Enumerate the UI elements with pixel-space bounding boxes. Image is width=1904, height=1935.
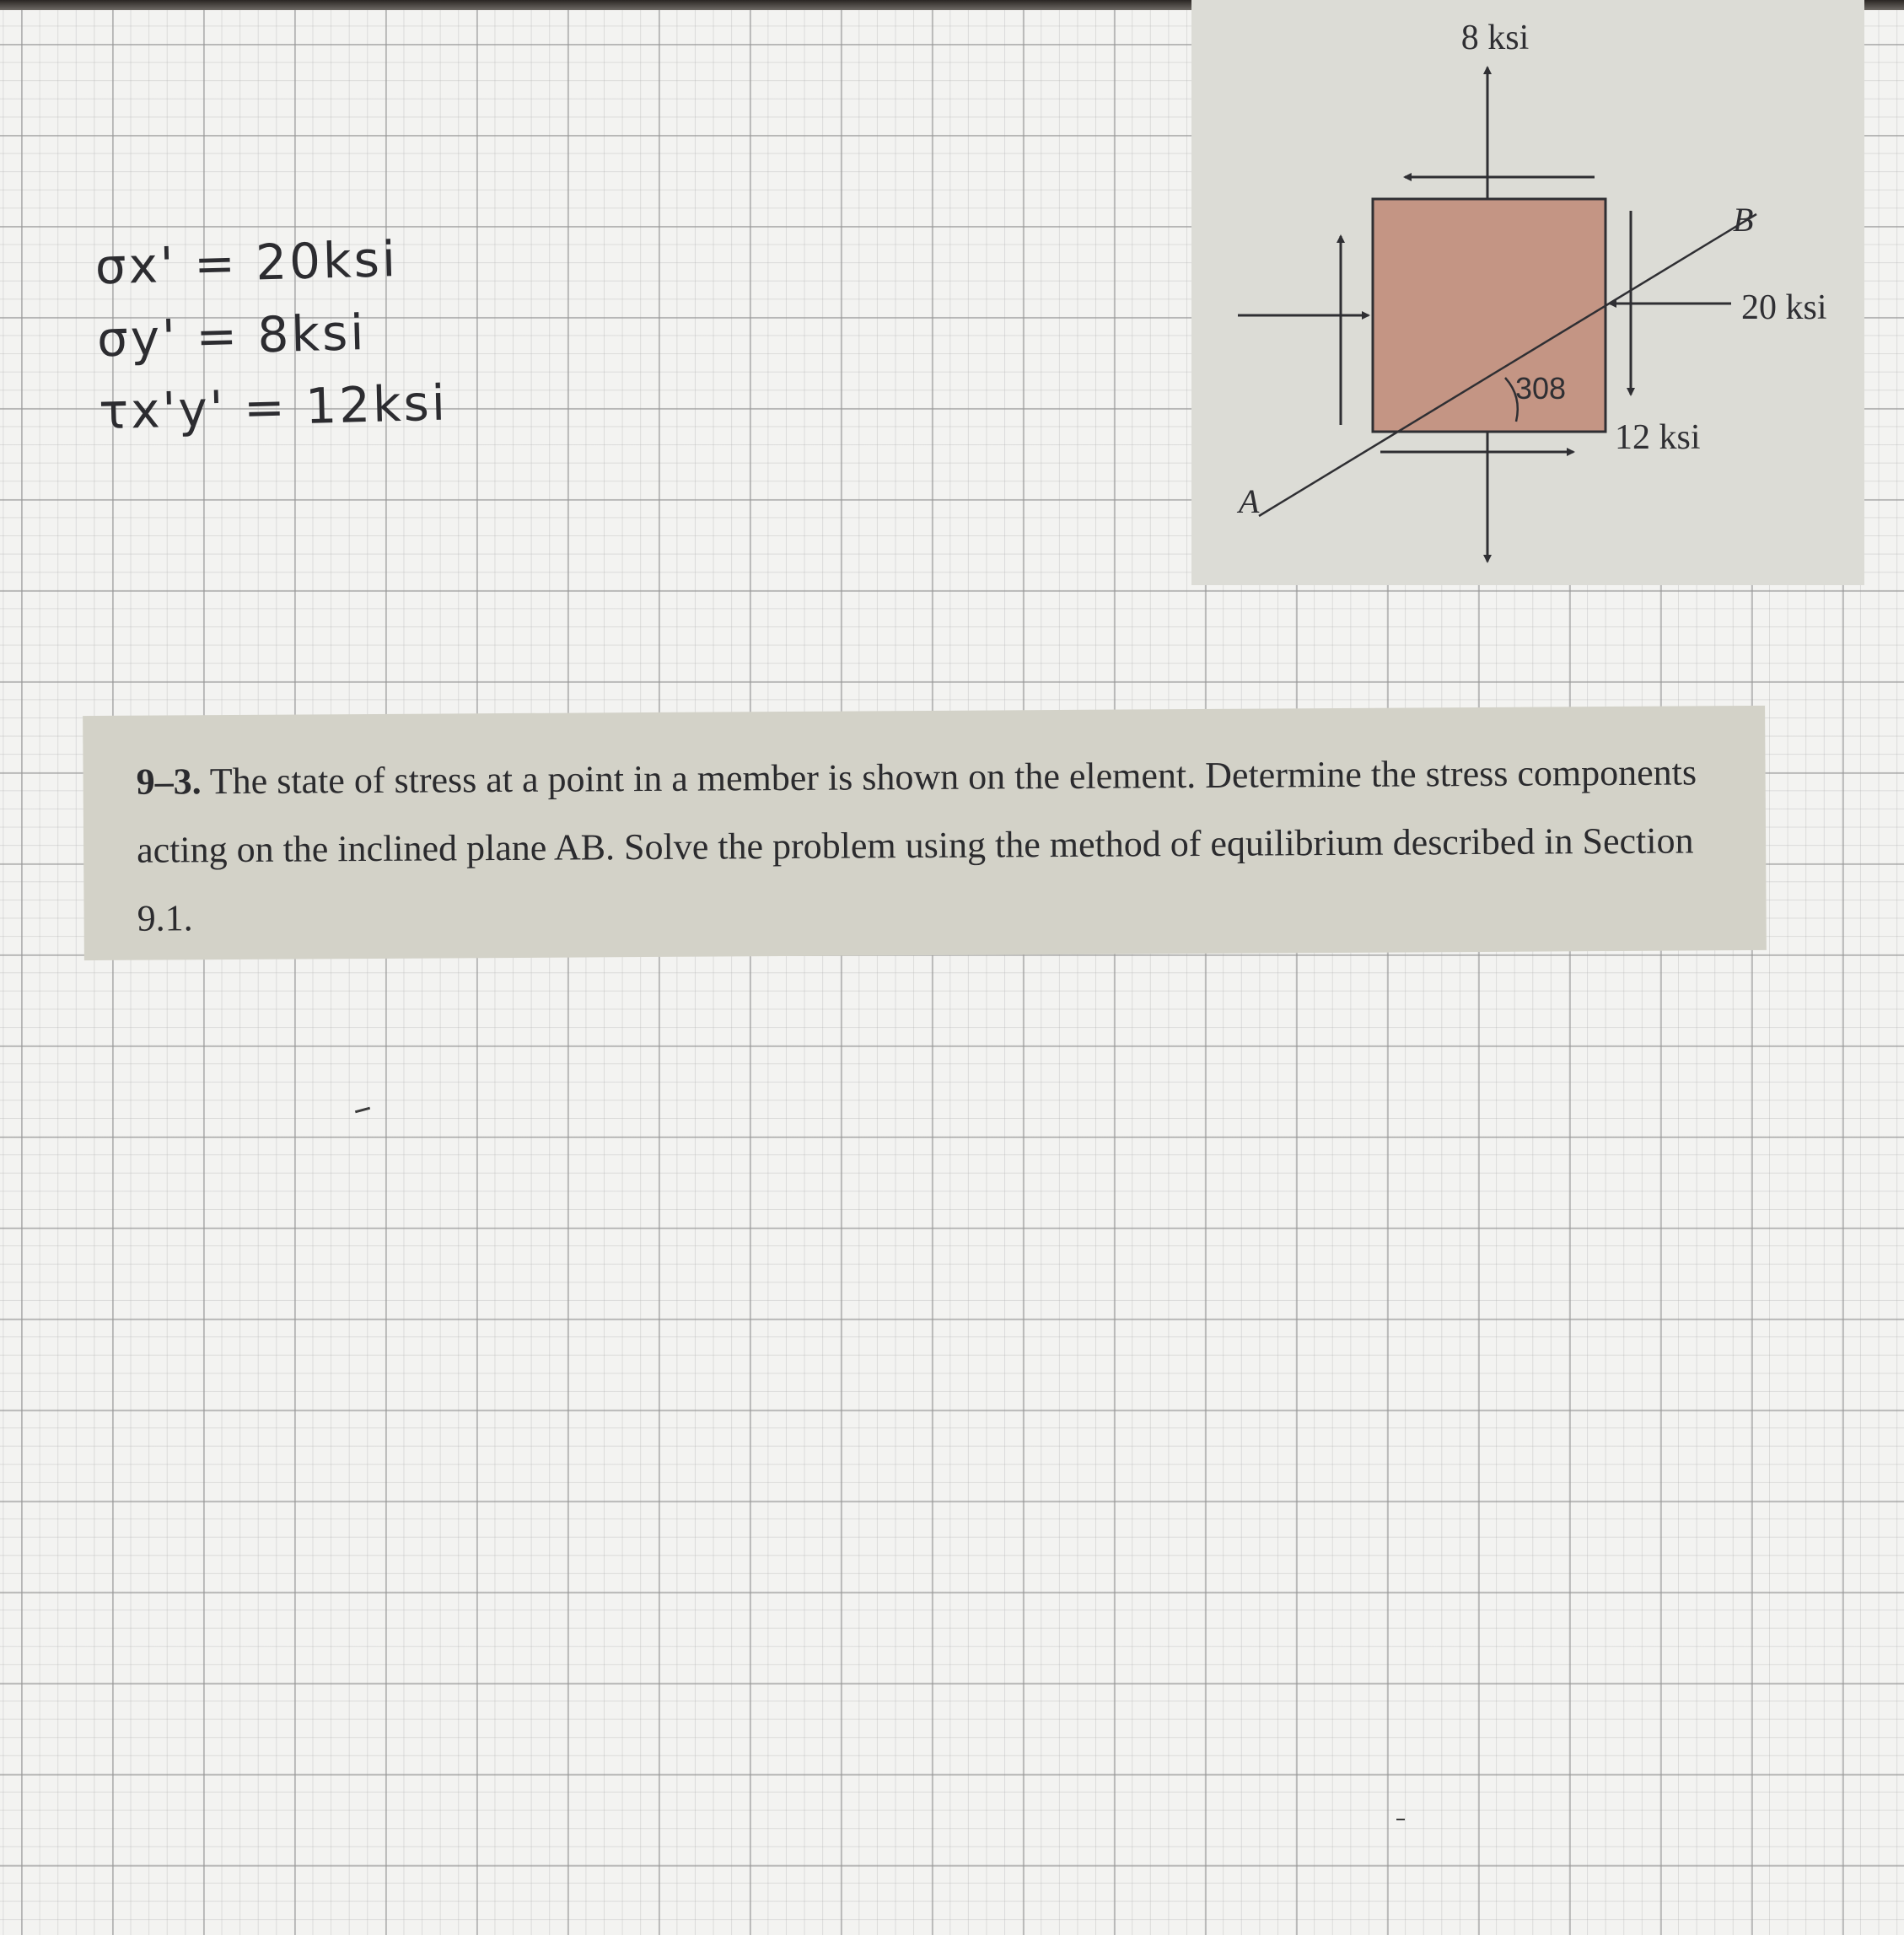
stress-element-square	[1373, 199, 1605, 432]
note-sigma-x: σx' = 20ksi	[94, 230, 399, 296]
stray-pencil-mark	[1396, 1819, 1405, 1820]
shear-stress-label: 12 ksi	[1615, 418, 1701, 457]
problem-statement	[136, 738, 1739, 953]
handwritten-notes	[94, 222, 449, 449]
problem-number: 9–3.	[136, 761, 202, 803]
note-sigma-y: σy' = 8ksi	[96, 304, 368, 368]
stress-element-diagram	[1191, 0, 1864, 585]
angle-label: 308	[1515, 371, 1567, 406]
stress-element-figure	[1191, 0, 1864, 585]
problem-body-text: The state of stress at a point in a member is shown on the element. Determine the stress components acting on the inclined plane AB. Solve the problem using the method of equilibrium described in Section 9.1.	[136, 751, 1697, 939]
right-stress-label: 20 ksi	[1741, 288, 1827, 327]
point-b-label: B	[1733, 201, 1754, 239]
problem-statement-panel	[83, 706, 1767, 960]
note-tau-xy: τx'y' = 12ksi	[98, 374, 449, 441]
top-stress-label: 8 ksi	[1460, 19, 1530, 57]
point-a-label: A	[1239, 482, 1260, 520]
